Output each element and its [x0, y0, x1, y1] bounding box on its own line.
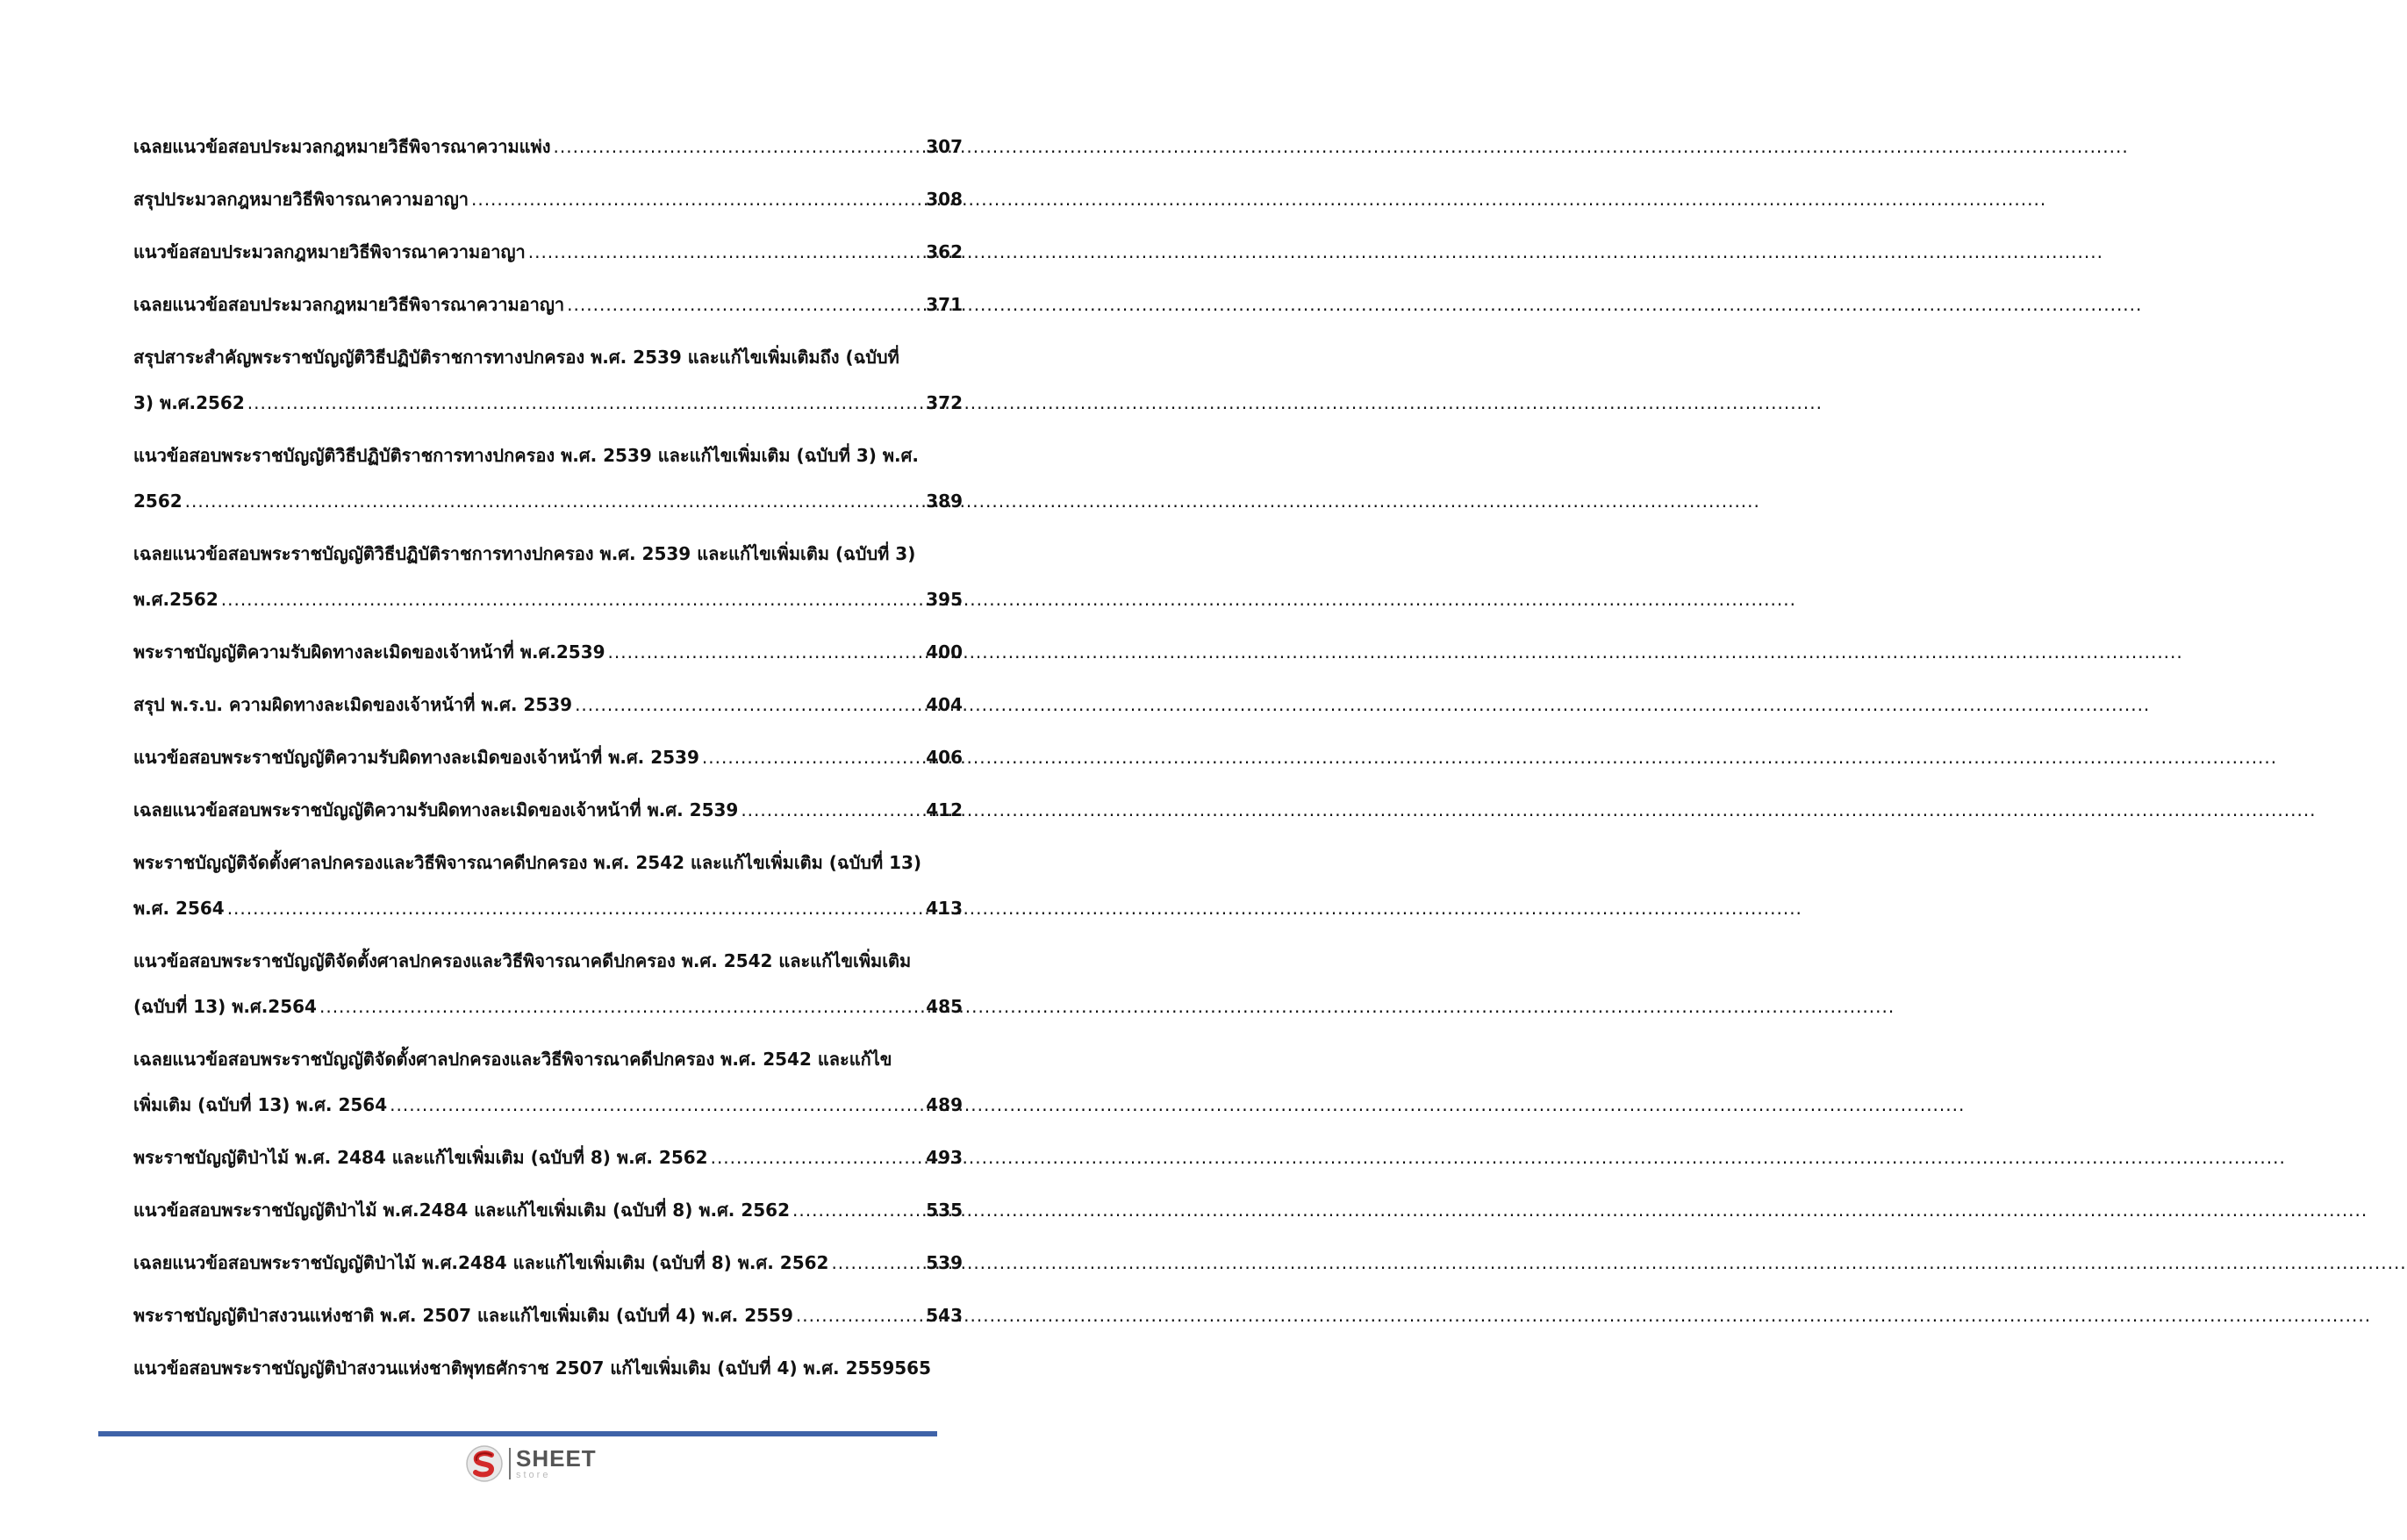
toc-entry-row [133, 639, 963, 665]
toc-entry-title: แนวข้อสอบพระราชบัญญัติความรับผิดทางละเมิดของเจ้าหน้าที่ พ.ศ. 2539 [133, 747, 699, 768]
toc-entry[interactable] [133, 1046, 963, 1118]
toc-entry-title: พระราชบัญญัติความรับผิดทางละเมิดของเจ้าหน้าที่ พ.ศ.2539 [133, 641, 605, 663]
toc-entry-row [133, 1355, 963, 1381]
toc-entry-title: 2562 [133, 491, 183, 512]
toc-page-number: 307 [926, 136, 963, 157]
dot-leader [741, 797, 923, 823]
toc-page-number: 413 [926, 898, 963, 919]
toc-entry-row [133, 1092, 963, 1118]
toc-entry-row [133, 586, 963, 612]
toc-entry-title: เฉลยแนวข้อสอบประมวลกฎหมายวิธีพิจารณาความแพ่ง [133, 136, 551, 157]
footer-divider [98, 1431, 937, 1436]
toc-entry-title-line: สรุปสาระสำคัญพระราชบัญญัติวิธีปฏิบัติราชการทางปกครอง พ.ศ. 2539 และแก้ไขเพิ่มเติมถึง (ฉบับที่ [133, 347, 899, 368]
toc-page-number: 395 [926, 589, 963, 610]
toc-entry[interactable] [133, 691, 963, 718]
toc-entry[interactable] [133, 849, 963, 921]
toc-entry[interactable] [133, 239, 963, 265]
dot-leader [247, 390, 923, 416]
toc-entry-title: เฉลยแนวข้อสอบพระราชบัญญัติป่าไม้ พ.ศ.2484 และแก้ไขเพิ่มเติม (ฉบับที่ 8) พ.ศ. 2562 [133, 1252, 829, 1273]
toc-entry-row [133, 993, 963, 1020]
logo-subtext: store [516, 1470, 551, 1480]
dot-leader [711, 1144, 924, 1171]
toc-entry-title: พระราชบัญญัติป่าสงวนแห่งชาติ พ.ศ. 2507 และแก้ไขเพิ่มเติม (ฉบับที่ 4) พ.ศ. 2559 [133, 1305, 793, 1326]
toc-page-number: 400 [926, 641, 963, 663]
toc-entry-title: 3) พ.ศ.2562 [133, 392, 245, 413]
dot-leader [227, 895, 924, 921]
toc-page-number: 404 [926, 694, 963, 715]
toc-entry[interactable] [133, 797, 963, 823]
dot-leader [831, 1250, 923, 1276]
toc-entry-title: แนวข้อสอบประมวลกฎหมายวิธีพิจารณาความอาญา [133, 241, 526, 262]
dot-leader [608, 639, 924, 665]
toc-entry-title-line: พระราชบัญญัติจัดตั้งศาลปกครองและวิธีพิจารณาคดีปกครอง พ.ศ. 2542 และแก้ไขเพิ่มเติม (ฉบับที่ 13) [133, 852, 922, 873]
toc-entry-title: สรุป พ.ร.บ. ความผิดทางละเมิดของเจ้าหน้าที่ พ.ศ. 2539 [133, 694, 573, 715]
toc-page-number: 412 [926, 799, 963, 820]
toc-entry-title: เพิ่มเติม (ฉบับที่ 13) พ.ศ. 2564 [133, 1094, 388, 1115]
toc-entry-title-line: แนวข้อสอบพระราชบัญญัติวิธีปฏิบัติราชการทางปกครอง พ.ศ. 2539 และแก้ไขเพิ่มเติม (ฉบับที่ 3) พ.ศ. [133, 445, 919, 466]
toc-entry-title-line: แนวข้อสอบพระราชบัญญัติจัดตั้งศาลปกครองและวิธีพิจารณาคดีปกครอง พ.ศ. 2542 และแก้ไขเพิ่มเติม [133, 950, 912, 971]
dot-leader [792, 1197, 923, 1223]
toc-entry-row [133, 1197, 963, 1223]
toc-entry-title: พระราชบัญญัติป่าไม้ พ.ศ. 2484 และแก้ไขเพิ่มเติม (ฉบับที่ 8) พ.ศ. 2562 [133, 1147, 708, 1168]
dot-leader [390, 1092, 923, 1118]
toc-entry-row [133, 1302, 963, 1329]
toc-entry[interactable] [133, 639, 963, 665]
toc-page-number: 406 [926, 747, 963, 768]
toc-page-number: 308 [926, 189, 963, 210]
toc-entry-row [133, 1144, 963, 1171]
toc-entry[interactable] [133, 186, 963, 212]
toc-entry-row [133, 239, 963, 265]
toc-entry-row [133, 488, 963, 514]
logo-separator [509, 1448, 511, 1479]
toc-entry[interactable] [133, 133, 963, 160]
dot-leader [554, 133, 924, 160]
toc-entry-row [133, 744, 963, 770]
toc-entry-title: เฉลยแนวข้อสอบพระราชบัญญัติความรับผิดทางละเมิดของเจ้าหน้าที่ พ.ศ. 2539 [133, 799, 739, 820]
toc-entry[interactable] [133, 1197, 963, 1223]
toc-entry[interactable] [133, 541, 963, 612]
toc-page-number: 489 [926, 1094, 963, 1115]
toc-page-number: 543 [926, 1305, 963, 1326]
toc-entry[interactable] [133, 1250, 963, 1276]
toc-entry-row [133, 186, 963, 212]
dot-leader [567, 291, 923, 318]
dot-leader [185, 488, 924, 514]
dot-leader [528, 239, 924, 265]
toc-entry-row [133, 291, 963, 318]
toc-page-number: 539 [926, 1252, 963, 1273]
toc-entry-row [133, 390, 963, 416]
toc-entry-row [133, 895, 963, 921]
toc-entry[interactable] [133, 344, 963, 416]
toc-page-number: 372 [926, 392, 963, 413]
brand-logo [465, 1443, 597, 1484]
toc-entry[interactable] [133, 291, 963, 318]
logo-wordmark: SHEET [516, 1445, 597, 1472]
toc-entry-title-line: เฉลยแนวข้อสอบพระราชบัญญัติวิธีปฏิบัติราชการทางปกครอง พ.ศ. 2539 และแก้ไขเพิ่มเติม (ฉบับที่ 3) [133, 543, 916, 564]
toc-entry-title-line: เฉลยแนวข้อสอบพระราชบัญญัติจัดตั้งศาลปกครองและวิธีพิจารณาคดีปกครอง พ.ศ. 2542 และแก้ไข [133, 1049, 892, 1070]
dot-leader [221, 586, 924, 612]
toc-page-number: 362 [926, 241, 963, 262]
dot-leader [702, 744, 923, 770]
toc-entry-title: (ฉบับที่ 13) พ.ศ.2564 [133, 996, 317, 1017]
toc-entry-row [133, 797, 963, 823]
toc-entry[interactable] [133, 948, 963, 1020]
toc-entry[interactable] [133, 744, 963, 770]
toc-entry-title: แนวข้อสอบพระราชบัญญัติป่าสงวนแห่งชาติพุทธศักราช 2507 แก้ไขเพิ่มเติม (ฉบับที่ 4) พ.ศ. 2559565 [133, 1357, 931, 1379]
toc-page-number: 371 [926, 294, 963, 315]
toc-entry-row [133, 133, 963, 160]
toc-entry-title: เฉลยแนวข้อสอบประมวลกฎหมายวิธีพิจารณาความอาญา [133, 294, 565, 315]
toc-entry[interactable] [133, 442, 963, 514]
toc-entry-title: แนวข้อสอบพระราชบัญญัติป่าไม้ พ.ศ.2484 และแก้ไขเพิ่มเติม (ฉบับที่ 8) พ.ศ. 2562 [133, 1200, 791, 1221]
dot-leader [796, 1302, 923, 1329]
toc-page-number: 389 [926, 491, 963, 512]
toc-page-number: 535 [926, 1200, 963, 1221]
toc-page-number: 485 [926, 996, 963, 1017]
dot-leader [575, 691, 923, 718]
toc-entry-title: พ.ศ.2562 [133, 589, 218, 610]
dot-leader [319, 993, 923, 1020]
dot-leader [471, 186, 923, 212]
toc-entry-title: สรุปประมวลกฎหมายวิธีพิจารณาความอาญา [133, 189, 469, 210]
toc-entry[interactable] [133, 1302, 963, 1329]
toc-entry[interactable] [133, 1355, 963, 1381]
toc-entry-row [133, 691, 963, 718]
sheet-store-s-logo-icon [465, 1444, 504, 1483]
toc-entry-row [133, 1250, 963, 1276]
toc-entry[interactable] [133, 1144, 963, 1171]
table-of-contents [133, 133, 963, 1407]
toc-page-number: 493 [926, 1147, 963, 1168]
toc-entry-title: พ.ศ. 2564 [133, 898, 225, 919]
